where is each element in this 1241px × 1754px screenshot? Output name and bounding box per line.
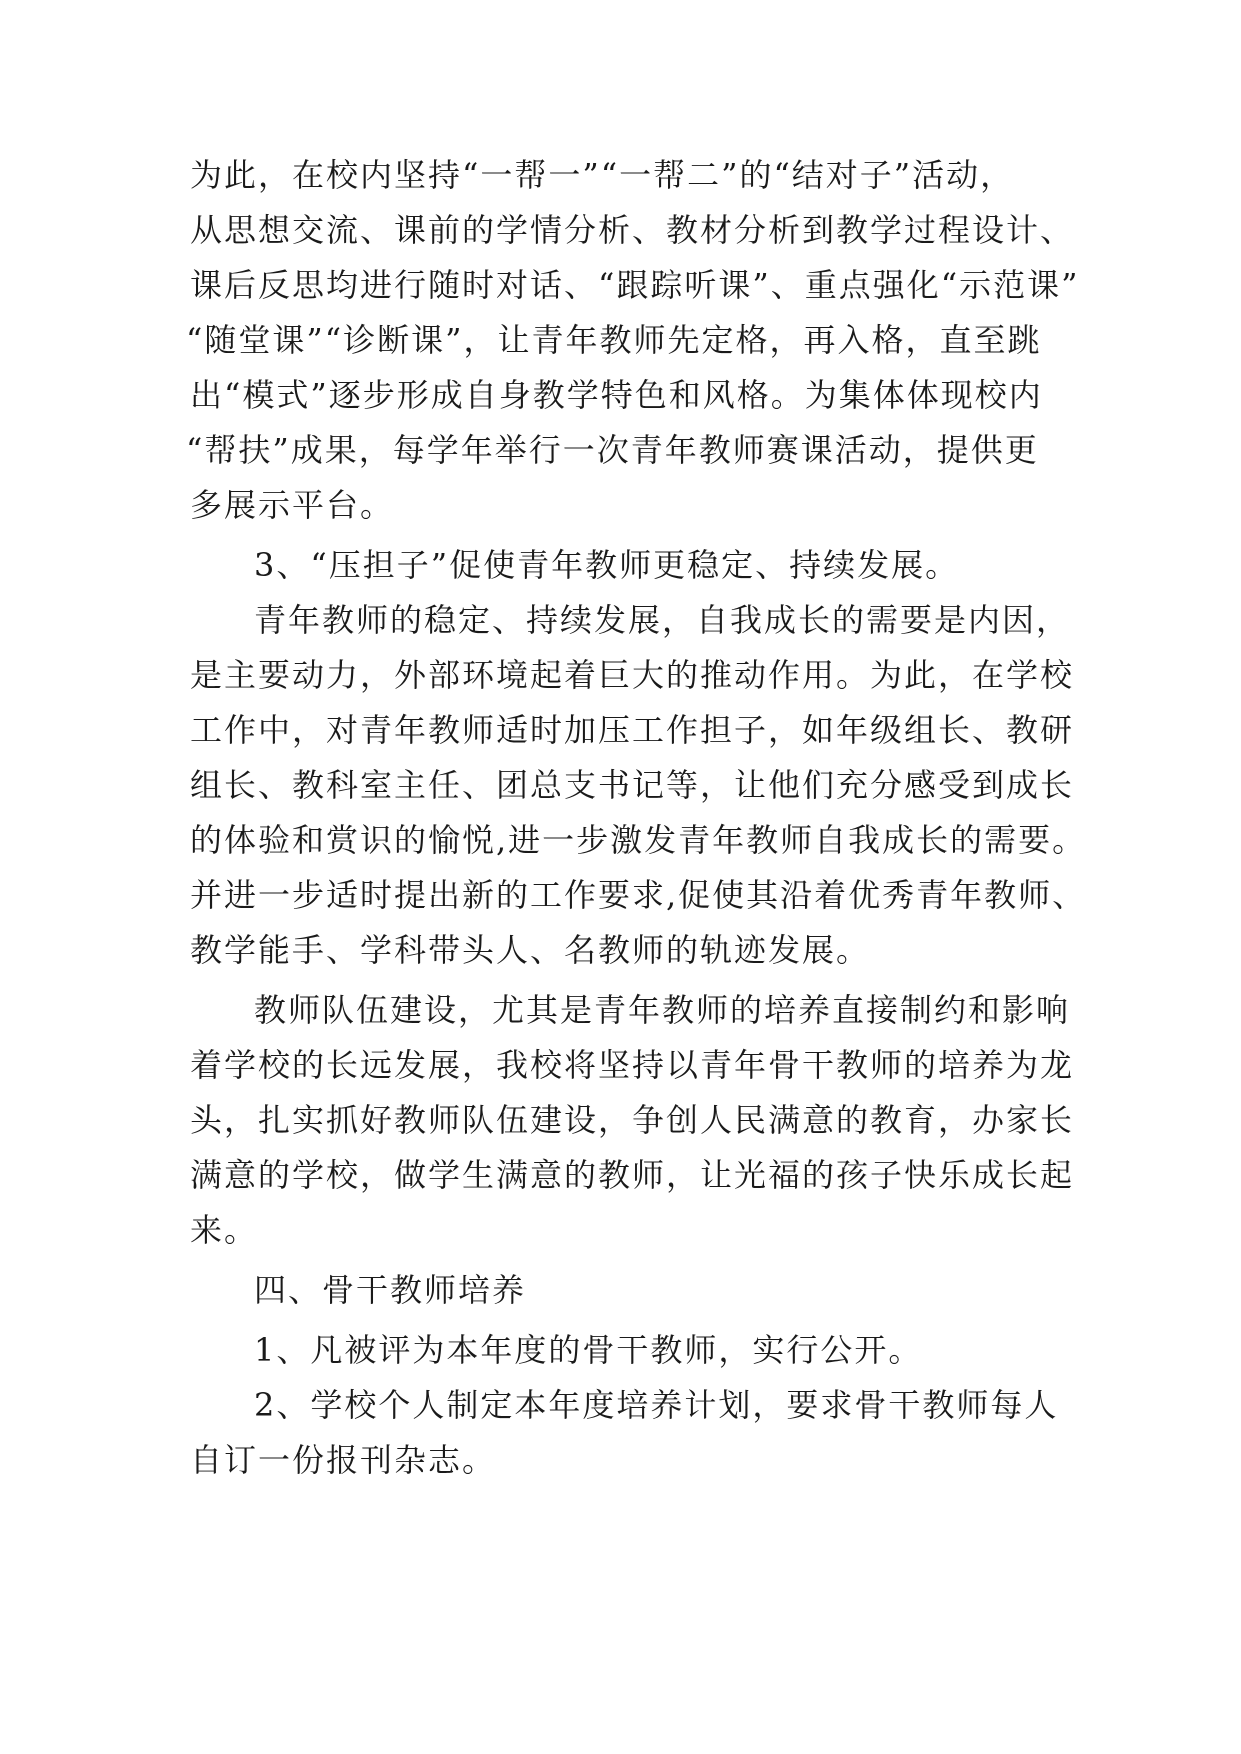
section-heading: 四、骨干教师培养	[254, 1271, 527, 1309]
text-line: 的体验和赏识的愉悦,进一步激发青年教师自我成长的需要。	[190, 821, 1087, 859]
text-line: 多展示平台。	[190, 486, 395, 524]
text-line: 并进一步适时提出新的工作要求,促使其沿着优秀青年教师、	[190, 876, 1087, 914]
text-line: 是主要动力，外部环境起着巨大的推动作用。为此，在学校	[190, 656, 1075, 694]
text-line: 1、凡被评为本年度的骨干教师，实行公开。	[254, 1331, 923, 1369]
text-line: 2、学校个人制定本年度培养计划，要求骨干教师每人	[254, 1386, 1059, 1424]
text-line: 着学校的长远发展，我校将坚持以青年骨干教师的培养为龙	[190, 1046, 1075, 1084]
text-line: 课后反思均进行随时对话、“跟踪听课”、重点强化“示范课”	[190, 266, 1080, 304]
text-line: 为此，在校内坚持“一帮一”“一帮二”的“结对子”活动，	[190, 156, 1015, 194]
text-line: 出“模式”逐步形成自身教学特色和风格。为集体体现校内	[190, 376, 1043, 414]
text-line: 自订一份报刊杂志。	[190, 1441, 497, 1479]
text-line: 从思想交流、课前的学情分析、教材分析到教学过程设计、	[190, 211, 1075, 249]
text-line: “帮扶”成果，每学年举行一次青年教师赛课活动，提供更	[186, 431, 1039, 469]
section-heading: 3、“压担子”促使青年教师更稳定、持续发展。	[254, 546, 960, 584]
text-line: “随堂课”“诊断课”，让青年教师先定格，再入格，直至跳	[186, 321, 1042, 359]
text-line: 组长、教科室主任、团总支书记等，让他们充分感受到成长	[190, 766, 1075, 804]
text-line: 工作中，对青年教师适时加压工作担子，如年级组长、教研	[190, 711, 1075, 749]
text-line: 教学能手、学科带头人、名教师的轨迹发展。	[190, 931, 871, 969]
text-line: 教师队伍建设，尤其是青年教师的培养直接制约和影响	[254, 991, 1071, 1029]
text-line: 来。	[190, 1211, 259, 1249]
text-line: 青年教师的稳定、持续发展，自我成长的需要是内因，	[254, 601, 1071, 639]
text-line: 头，扎实抓好教师队伍建设，争创人民满意的教育，办家长	[190, 1101, 1075, 1139]
text-line: 满意的学校，做学生满意的教师，让光福的孩子快乐成长起	[190, 1156, 1075, 1194]
